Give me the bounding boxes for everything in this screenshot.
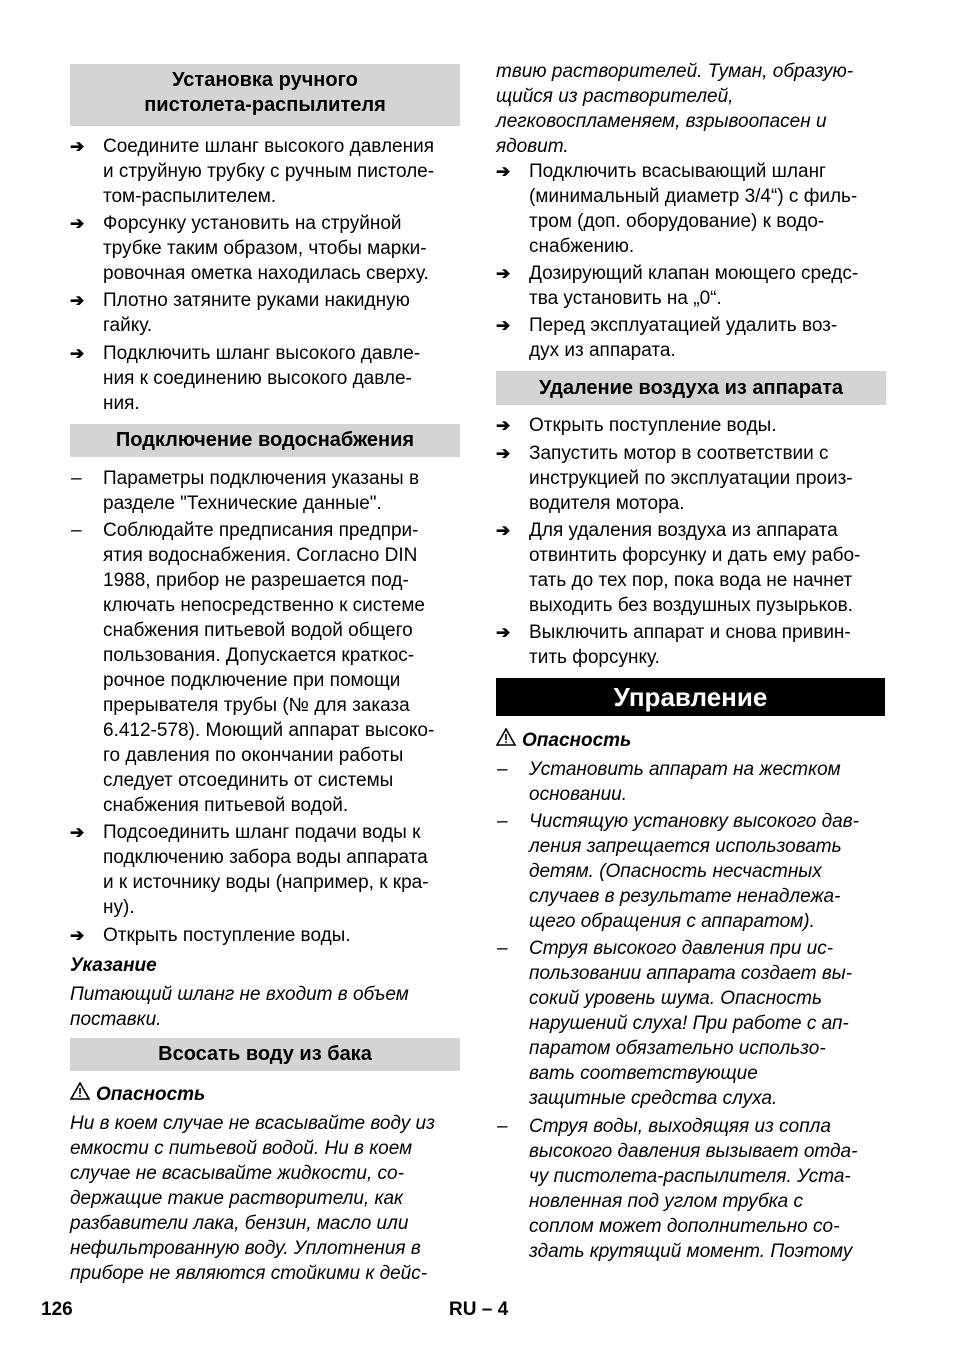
danger-label: Опасность — [70, 1082, 205, 1107]
dash-marker: – — [71, 468, 82, 489]
dash-marker: – — [497, 938, 508, 959]
note-text: Питающий шланг не входит в объем поставки. — [70, 984, 409, 1030]
arrow-icon: ➔ — [70, 823, 85, 842]
arrow-icon: ➔ — [496, 264, 511, 283]
danger-label: Опасность — [496, 728, 631, 753]
arrow-icon: ➔ — [496, 521, 511, 540]
arrow-icon: ➔ — [496, 316, 511, 335]
note-title: Указание — [70, 955, 157, 976]
arrow-icon: ➔ — [70, 214, 85, 233]
dash-marker: – — [497, 759, 508, 780]
dash-marker: – — [71, 520, 82, 541]
arrow-icon: ➔ — [70, 137, 85, 156]
danger-text: Ни в коем случае не всасывайте воду из емкости с питьевой водой. Ни в коем случае не всасывайте жидкости, со- держащие такие растворители, как разбавители лака, бензин, масло или нефильтрованную воду. Уплотнения в приборе не являются стойкими к дейс- — [70, 1113, 435, 1284]
arrow-icon: ➔ — [496, 444, 511, 463]
arrow-icon: ➔ — [70, 344, 85, 363]
page-footer-label: RU – 4 — [449, 1299, 509, 1320]
page-number: 126 — [41, 1299, 73, 1320]
chapter-heading: Управление — [496, 678, 885, 716]
section-heading-water-supply: Подключение водоснабжения — [70, 424, 460, 457]
dash-marker: – — [497, 811, 508, 832]
arrow-icon: ➔ — [70, 291, 85, 310]
section-heading-handgun: Установка ручного пистолета-распылителя — [70, 64, 460, 126]
warning-icon — [496, 728, 522, 753]
warning-icon — [70, 1082, 96, 1107]
section-heading-air-removal: Удаление воздуха из аппарата — [496, 371, 886, 405]
arrow-icon: ➔ — [496, 162, 511, 181]
dash-marker: – — [497, 1116, 508, 1137]
arrow-icon: ➔ — [70, 926, 85, 945]
section-heading-tank-suction: Всосать воду из бака — [70, 1038, 460, 1071]
arrow-icon: ➔ — [496, 623, 511, 642]
arrow-icon: ➔ — [496, 416, 511, 435]
danger-text-continued: твию растворителей. Туман, образую- щийся из растворителей, легковоспламеняем, взрывоопасен и ядовит. — [496, 61, 854, 157]
